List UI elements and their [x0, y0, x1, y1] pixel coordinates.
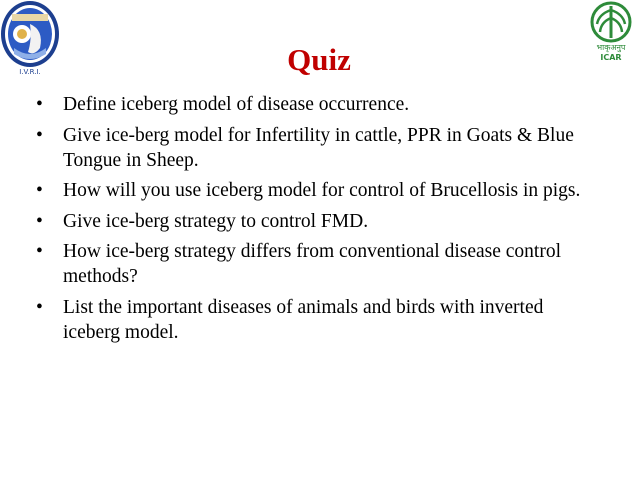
bullet-icon: • — [36, 124, 43, 146]
bullet-icon: • — [36, 210, 43, 232]
list-item — [36, 92, 596, 117]
question-text: How will you use iceberg model for control of Brucellosis in pigs. — [63, 180, 581, 201]
list-item — [36, 123, 596, 173]
icar-script-text: भाकृअनुप — [596, 43, 626, 52]
question-text: How ice-berg strategy differs from conventional disease control methods? — [63, 241, 561, 287]
bullet-icon: • — [36, 180, 43, 201]
list-item — [36, 178, 596, 203]
bullet-icon: • — [36, 296, 43, 318]
ivri-caption: I.V.R.I. — [19, 68, 41, 76]
question-text: Give ice-berg strategy to control FMD. — [63, 210, 369, 232]
list-item — [36, 295, 596, 345]
slide-title: Quiz — [287, 42, 351, 77]
list-item — [36, 209, 596, 234]
question-text: List the important diseases of animals and birds with inverted iceberg model. — [63, 296, 544, 343]
icar-caption: ICAR — [600, 53, 622, 62]
bullet-icon: • — [36, 94, 43, 115]
question-text: Give ice-berg model for Infertility in cattle, PPR in Goats & Blue Tongue in Sheep. — [63, 124, 574, 171]
list-item — [36, 239, 596, 289]
question-text: Define iceberg model of disease occurrence. — [63, 94, 410, 115]
quiz-question-list — [36, 92, 596, 350]
bullet-icon: • — [36, 241, 43, 262]
